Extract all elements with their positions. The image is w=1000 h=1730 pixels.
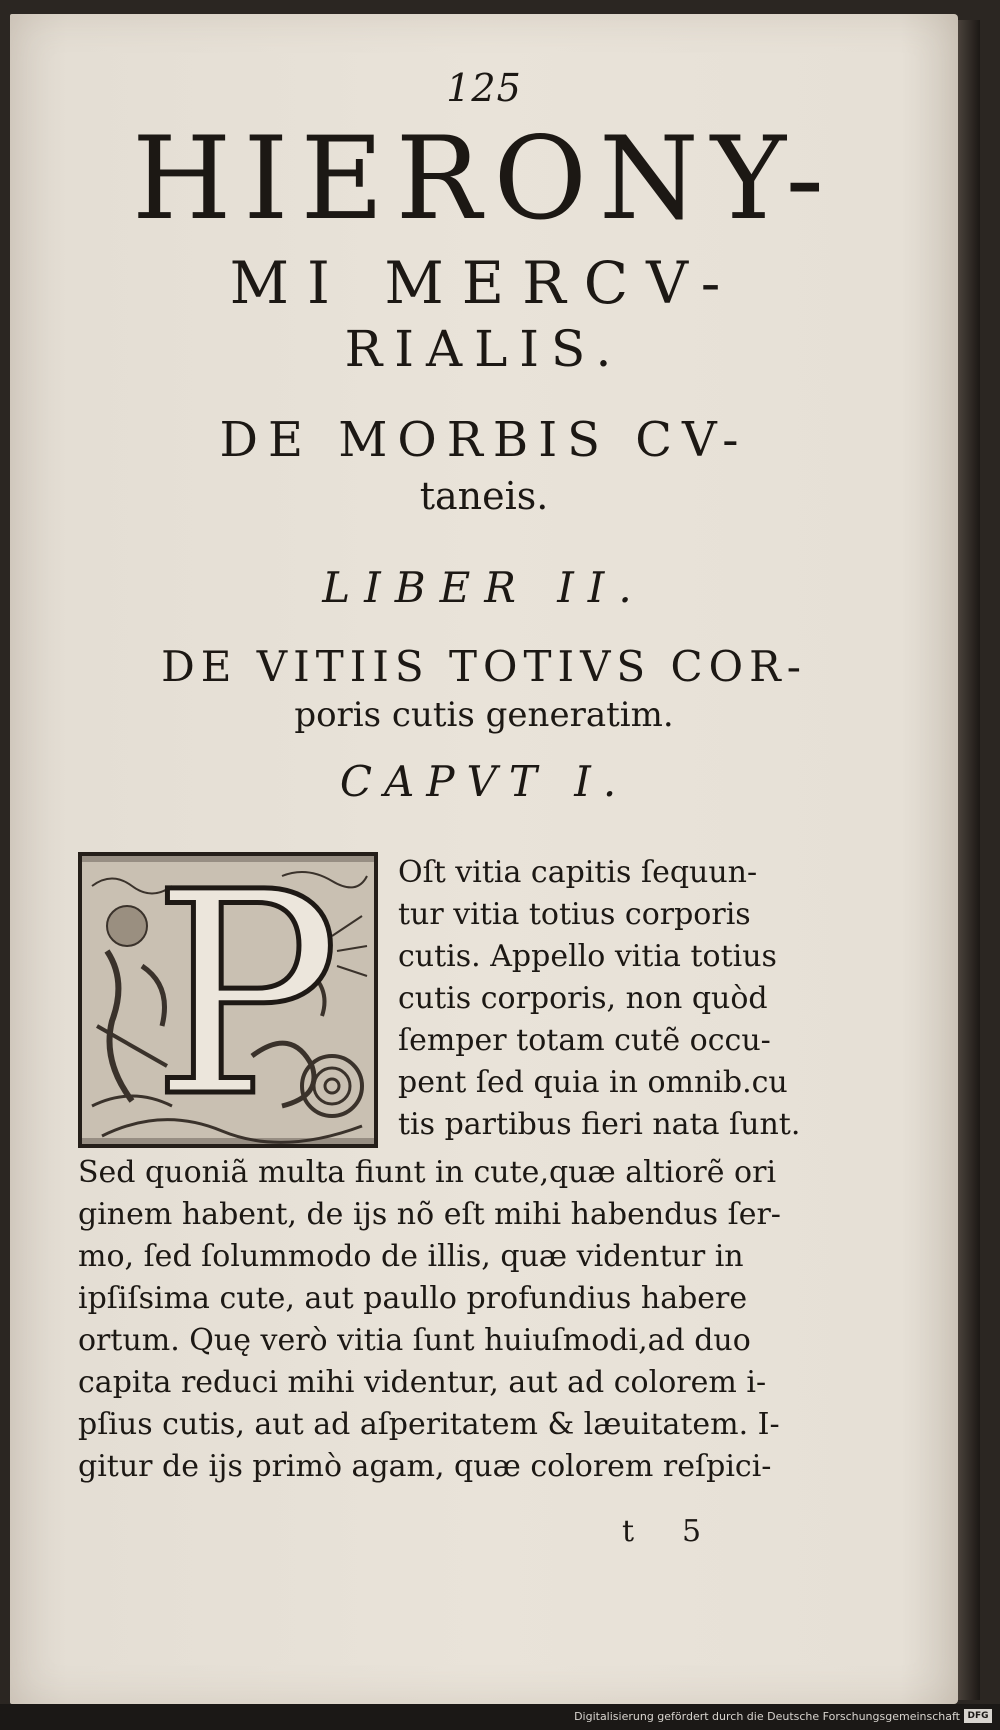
body-line: ſemper totam cutẽ occu- bbox=[398, 1023, 771, 1058]
body-line: cutis. Appello vitia totius bbox=[398, 939, 777, 974]
title-line-1: HIERONY- bbox=[132, 112, 836, 245]
title-line-2: MI MERCV- bbox=[229, 249, 739, 317]
body-line: Sed quoniã multa fiunt in cute,quæ altiorẽ ori bbox=[78, 1155, 777, 1190]
body-line: pent ſed quia in omnib.cu bbox=[398, 1065, 788, 1100]
book-number: LIBER II. bbox=[322, 563, 646, 612]
chapter-number: CAPVT I. bbox=[339, 757, 629, 806]
initial-letter: P bbox=[152, 852, 341, 1148]
page-number: 125 bbox=[446, 66, 522, 110]
subtitle-line-1: DE MORBIS CV- bbox=[219, 412, 749, 468]
body-line: capita reduci mihi videntur, aut ad colorem i- bbox=[78, 1365, 767, 1400]
dfg-logo-icon: DFG bbox=[964, 1709, 992, 1723]
body-line: cutis corporis, non quòd bbox=[398, 981, 768, 1016]
book-page bbox=[10, 14, 958, 1704]
body-line: tis partibus fieri nata ſunt. bbox=[398, 1107, 801, 1142]
signature-mark: t bbox=[622, 1514, 635, 1549]
chapter-title-line-1: DE VITIIS TOTIVS COR- bbox=[161, 642, 807, 691]
body-line: ortum. Quę verò vitia ſunt huiuſmodi,ad duo bbox=[78, 1323, 751, 1358]
chapter-title-line-2: poris cutis generatim. bbox=[294, 695, 674, 735]
body-line: mo, ſed ſolummodo de illis, quæ videntur in bbox=[78, 1239, 744, 1274]
decorated-initial bbox=[78, 852, 378, 1148]
body-line: ipſiſsima cute, aut paullo profundius habere bbox=[78, 1281, 748, 1316]
title-line-3: RIALIS. bbox=[344, 320, 624, 378]
subtitle-line-2: taneis. bbox=[419, 474, 549, 518]
funding-notice: Digitalisierung gefördert durch die Deutsche Forschungsgemeinschaft bbox=[574, 1710, 960, 1723]
body-line: ginem habent, de ijs nõ eſt mihi habendus ſer- bbox=[78, 1197, 781, 1232]
body-line: Oſt vitia capitis ſequun- bbox=[398, 855, 758, 890]
body-line: pſius cutis, aut ad aſperitatem & læuitatem. I- bbox=[78, 1407, 780, 1442]
body-line: gitur de ijs primò agam, quæ colorem reſpici- bbox=[78, 1449, 772, 1484]
catchword: 5 bbox=[682, 1514, 702, 1549]
body-line: tur vitia totius corporis bbox=[398, 897, 751, 932]
page-edge-shadow bbox=[958, 20, 980, 1700]
